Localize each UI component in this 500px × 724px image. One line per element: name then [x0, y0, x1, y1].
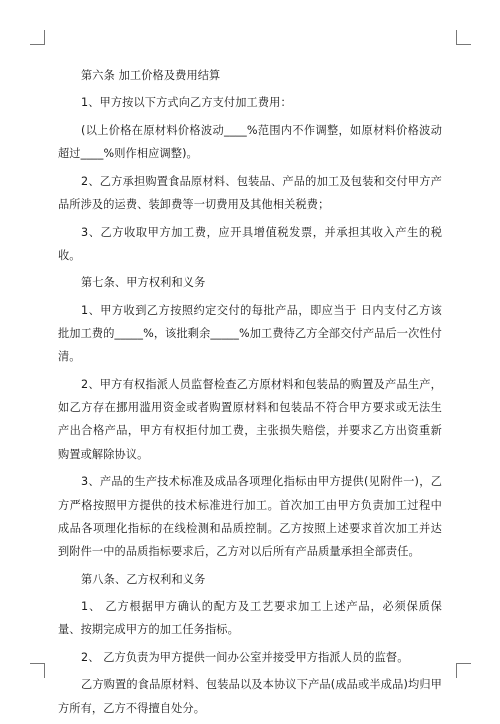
- paragraph-8-3: [58, 673, 442, 720]
- paragraph-7-1: [58, 299, 442, 369]
- paragraph-text: (以上价格在原材料价格波动____%范围内不作调整，如原材料价格波动超过____%则作相应调整)。: [58, 123, 442, 161]
- paragraph-text: 1、甲方收到乙方按照约定交付的每批产品，即应当于 日内支付乙方该批加工费的_____%，该批剩余_____%加工费待乙方全部交付产品后一次性付清。: [58, 303, 442, 364]
- section-heading-6: [58, 64, 442, 87]
- paragraph-6-2: [58, 170, 442, 217]
- paragraph-text: 3、乙方收取甲方加工费，应开具增值税发票，并承担其收入产生的税收。: [58, 225, 442, 262]
- paragraph-6-3: [58, 221, 442, 268]
- paragraph-text: 1、 乙方根据甲方确认的配方及工艺要求加工上述产品，必须保质保量、按期完成甲方的加工任务指标。: [58, 600, 442, 637]
- crop-mark-bottom-left: [30, 663, 45, 678]
- paragraph-text: 第七条、甲方权利和义务: [81, 276, 206, 290]
- paragraph-text: 第八条、乙方权利和义务: [81, 572, 206, 586]
- crop-mark-top-right: [456, 30, 471, 45]
- crop-mark-top-left: [30, 30, 45, 45]
- paragraph-text: 2、乙方承担购置食品原材料、包装品、产品的加工及包装和交付甲方产品所涉及的运费、装卸费等一切费用及其他相关税费；: [58, 174, 442, 212]
- paragraph-text: 2、 乙方负责为甲方提供一间办公室并接受甲方指派人员的监督。: [81, 650, 409, 664]
- paragraph-text: 2、甲方有权指派人员监督检查乙方原材料和包装品的购置及产品生产，如乙方存在挪用滥用资金或者购置原材料和包装品不符合甲方要求或无法生产出合格产品，甲方有权拒付加工费，主张损失赔偿，并要求乙方出资重新购置或解除协议。: [58, 377, 442, 461]
- crop-mark-bottom-right: [456, 663, 471, 678]
- paragraph-8-2: [58, 646, 442, 669]
- paragraph-8-1: [58, 595, 442, 642]
- paragraph-text: 3、产品的生产技术标准及成品各项理化指标由甲方提供(见附件一)，乙方严格按照甲方提供的技术标准进行加工。首次加工由甲方负责加工过程中成品各项理化指标的在线检测和品质控制。乙方按照上述要求首次加工并达到附件一中的品质指标要求后，乙方对以后所有产品质量承担全部责任。: [58, 475, 442, 559]
- paragraph-text: 乙方购置的食品原材料、包装品以及本协议下产品(成品或半成品)均归甲方所有，乙方不得擅自处分。: [58, 678, 442, 715]
- paragraph-7-3: [58, 470, 442, 563]
- document-body: [58, 64, 442, 724]
- section-heading-7: [58, 271, 442, 294]
- paragraph-7-2: [58, 373, 442, 466]
- section-heading-8: [58, 568, 442, 591]
- paragraph-text: 1、甲方按以下方式向乙方支付加工费用：: [81, 96, 292, 110]
- paragraph-text: 第六条 加工价格及费用结算: [81, 69, 221, 82]
- paragraph-6-note: [58, 119, 442, 166]
- paragraph-6-1: [58, 91, 442, 114]
